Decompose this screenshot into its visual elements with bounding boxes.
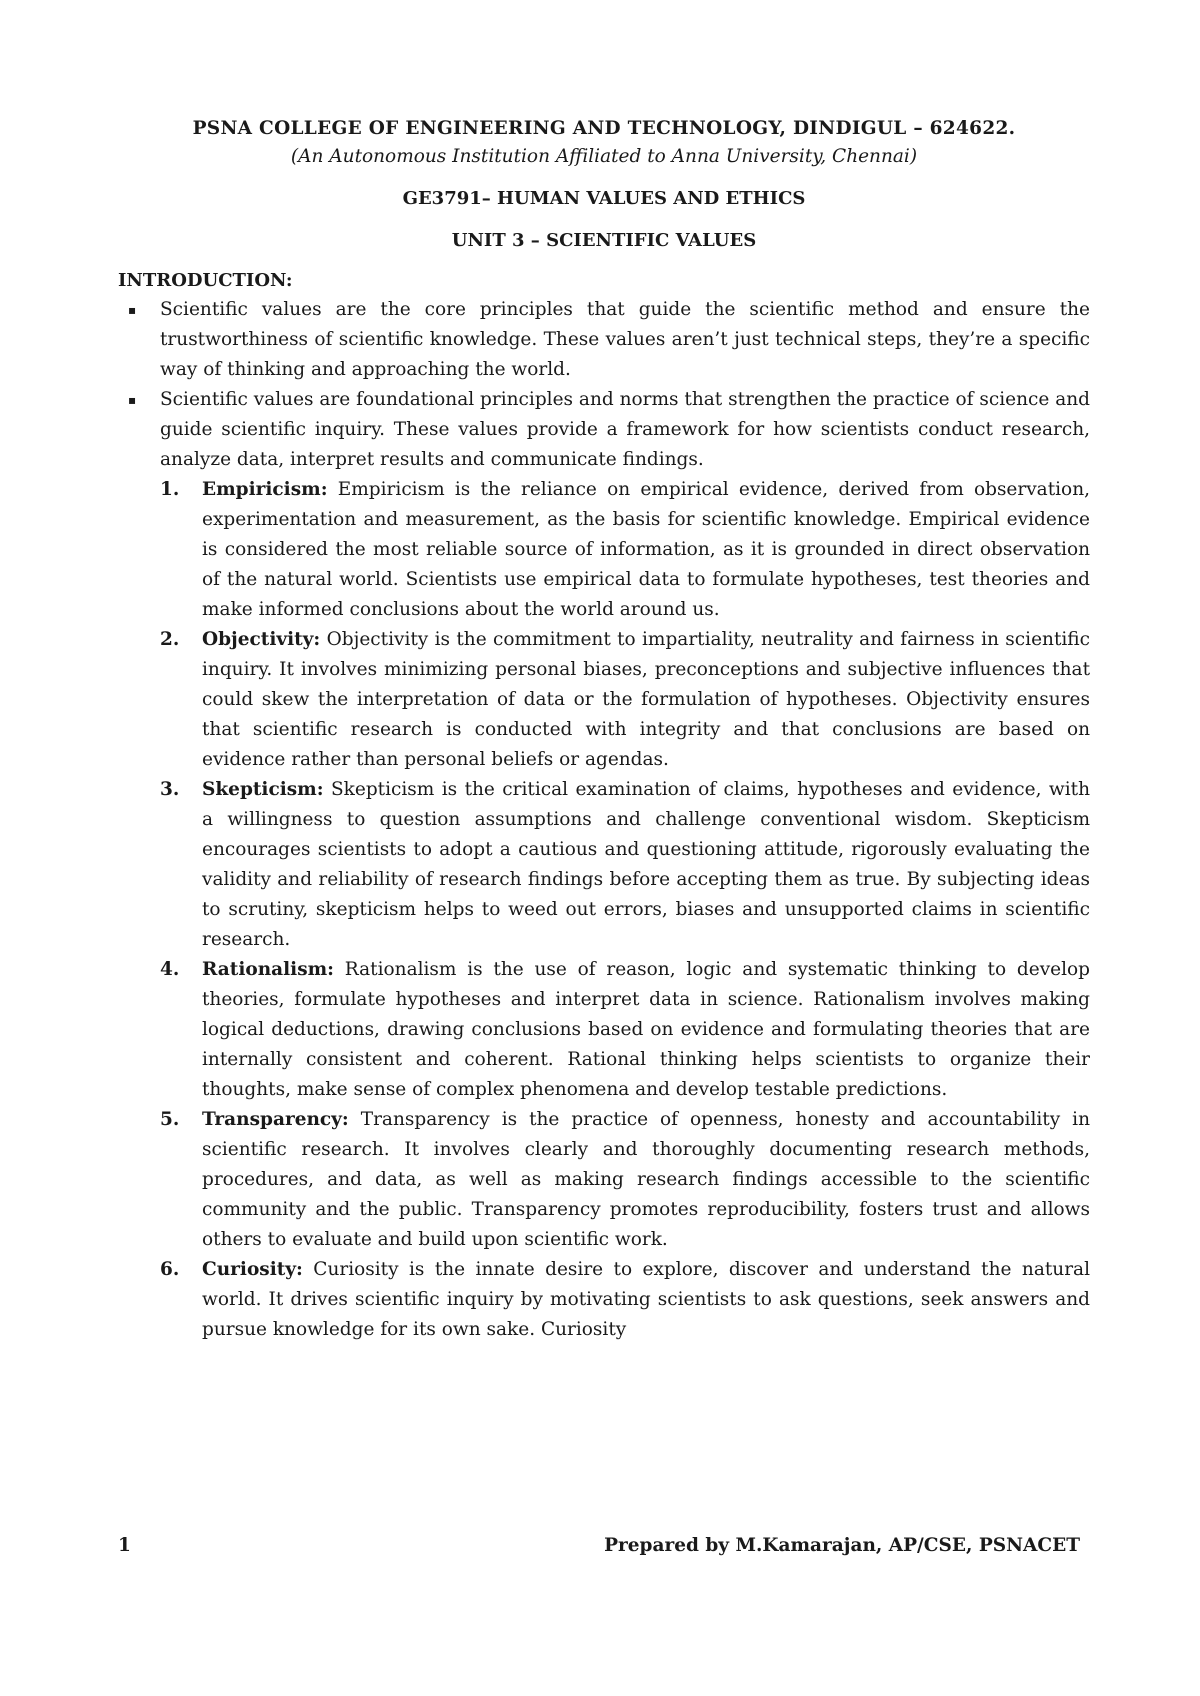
list-number: 6.	[160, 1259, 180, 1280]
value-term: Curiosity:	[202, 1259, 303, 1280]
prepared-by: Prepared by M.Kamarajan, AP/CSE, PSNACET	[604, 1535, 1080, 1556]
list-number: 5.	[160, 1109, 180, 1130]
list-number: 2.	[160, 629, 180, 650]
value-item-rationalism	[160, 955, 1090, 1105]
value-term: Skepticism:	[202, 779, 324, 800]
value-description: Transparency is the practice of openness, honesty and accountability in scientific research. It involves clearly and thoroughly documenting research methods, procedures, and data, as well as making research findings accessible to the scientific community and the public. Transparency promotes reproducibility, fosters trust and allows others to evaluate and build upon scientific work.	[202, 1109, 1090, 1250]
value-description: Curiosity is the innate desire to explore, discover and understand the natural world. It drives scientific inquiry by motivating scientists to ask questions, seek answers and pursue knowledge for its own sake. Curiosity	[202, 1259, 1090, 1340]
college-subtitle: (An Autonomous Institution Affiliated to Anna University, Chennai)	[290, 146, 918, 167]
list-number: 4.	[160, 959, 180, 980]
page-content	[118, 115, 1090, 1345]
page-number: 1	[118, 1535, 131, 1556]
scientific-values-list	[118, 475, 1090, 1345]
value-term: Empiricism:	[202, 479, 328, 500]
value-term: Transparency:	[202, 1109, 349, 1130]
value-item-transparency	[160, 1105, 1090, 1255]
value-item-skepticism	[160, 775, 1090, 955]
course-title: GE3791– HUMAN VALUES AND ETHICS	[402, 188, 806, 209]
square-bullet-icon: ▪	[128, 303, 137, 317]
list-number: 3.	[160, 779, 180, 800]
value-description: Empiricism is the reliance on empirical evidence, derived from observation, experimentation and measurement, as the basis for scientific knowledge. Empirical evidence is considered the most reliable source of information, as it is grounded in direct observation of the natural world. Scientists use empirical data to formulate hypotheses, test theories and make informed conclusions about the world around us.	[202, 479, 1090, 620]
intro-bullet-list	[118, 295, 1090, 475]
value-item-curiosity	[160, 1255, 1090, 1345]
value-description: Skepticism is the critical examination of claims, hypotheses and evidence, with a willingness to question assumptions and challenge conventional wisdom. Skepticism encourages scientists to adopt a cautious and questioning attitude, rigorously evaluating the validity and reliability of research findings before accepting them as true. By subjecting ideas to scrutiny, skepticism helps to weed out errors, biases and unsupported claims in scientific research.	[202, 779, 1090, 950]
intro-bullet-text: Scientific values are foundational principles and norms that strengthen the practice of science and guide scientific inquiry. These values provide a framework for how scientists conduct research, analyze data, interpret results and communicate findings.	[160, 389, 1090, 470]
value-term: Objectivity:	[202, 629, 321, 650]
intro-bullet-item	[118, 295, 1090, 385]
square-bullet-icon: ▪	[128, 393, 137, 407]
unit-title: UNIT 3 – SCIENTIFIC VALUES	[451, 230, 757, 251]
value-item-objectivity	[160, 625, 1090, 775]
section-title-introduction: INTRODUCTION:	[118, 270, 293, 291]
intro-bullet-item	[118, 385, 1090, 475]
value-description: Objectivity is the commitment to impartiality, neutrality and fairness in scientific inquiry. It involves minimizing personal biases, preconceptions and subjective influences that could skew the interpretation of data or the formulation of hypotheses. Objectivity ensures that scientific research is conducted with integrity and that conclusions are based on evidence rather than personal beliefs or agendas.	[202, 629, 1090, 770]
list-number: 1.	[160, 479, 180, 500]
college-title: PSNA COLLEGE OF ENGINEERING AND TECHNOLOGY, DINDIGUL – 624622.	[192, 118, 1016, 139]
intro-bullet-text: Scientific values are the core principles that guide the scientific method and ensure the trustworthiness of scientific knowledge. These values aren’t just technical steps, they’re a specific way of thinking and approaching the world.	[160, 299, 1090, 380]
value-term: Rationalism:	[202, 959, 335, 980]
value-description: Rationalism is the use of reason, logic and systematic thinking to develop theories, formulate hypotheses and interpret data in science. Rationalism involves making logical deductions, drawing conclusions based on evidence and formulating theories that are internally consistent and coherent. Rational thinking helps scientists to organize their thoughts, make sense of complex phenomena and develop testable predictions.	[202, 959, 1090, 1100]
value-item-empiricism	[160, 475, 1090, 625]
